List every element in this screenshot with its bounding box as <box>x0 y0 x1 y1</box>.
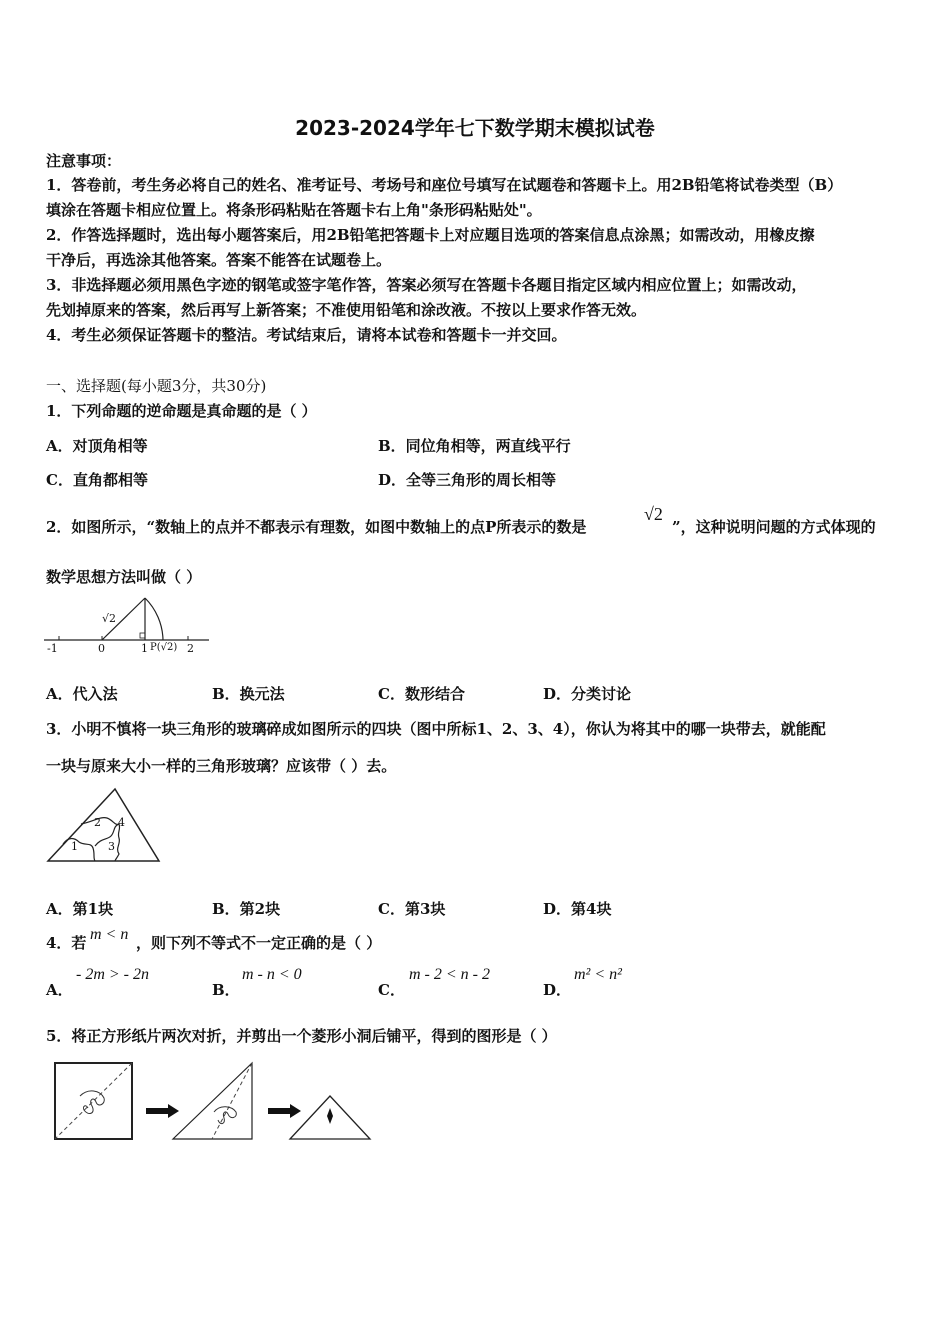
question-5-stem: 5．将正方形纸片两次对折，并剪出一个菱形小洞后铺平，得到的图形是（ ） <box>46 1027 557 1045</box>
notice-line: 干净后，再选涂其他答案。答案不能答在试题卷上。 <box>46 251 392 269</box>
q3-option-c: C．第3块 <box>378 900 446 918</box>
notice-line: 2．作答选择题时，选出每小题答案后，用2B铅笔把答题卡上对应题目选项的答案信息点涂黑；如需改动，用橡皮擦 <box>46 226 815 244</box>
q4-option-d-expr: m² < n² <box>574 966 622 983</box>
question-4-stem: 4．若 <box>46 934 87 952</box>
q4-option-c-label: C． <box>378 981 405 999</box>
piece-label-1: 1 <box>71 840 78 853</box>
label-two: 2 <box>187 642 194 655</box>
q2-option-b: B．换元法 <box>212 685 285 703</box>
question-4-stem-cont: ，则下列不等式不一定正确的是（ ） <box>136 934 382 952</box>
q4-option-a-label: A． <box>46 981 73 999</box>
notice-line: 3．非选择题必须用黑色字迹的钢笔或签字笔作答，答案必须写在答题卡各题目指定区域内相应位置上；如需改动， <box>46 276 807 294</box>
q1-option-c: C．直角都相等 <box>46 471 148 489</box>
q3-option-d: D．第4块 <box>543 900 612 918</box>
label-one: 1 <box>141 642 148 655</box>
q1-option-d: D．全等三角形的周长相等 <box>378 471 557 489</box>
q4-option-a-expr: - 2m > - 2n <box>76 966 150 983</box>
q4-option-d-label: D． <box>543 981 572 999</box>
piece-label-2: 2 <box>94 816 101 829</box>
notice-line: 4．考生必须保证答题卡的整洁。考试结束后，请将本试卷和答题卡一并交回。 <box>46 326 567 344</box>
q1-option-a: A．对顶角相等 <box>46 437 148 455</box>
piece-label-3: 3 <box>108 840 115 853</box>
question-2-stem-cont: ”，这种说明问题的方式体现的 <box>672 518 876 536</box>
section-heading: 一、选择题(每小题3分，共30分) <box>46 377 267 395</box>
label-sqrt2-hyp: √2 <box>102 612 117 625</box>
question-3-stem-cont: 一块与原来大小一样的三角形玻璃？应该带（ ）去。 <box>46 757 397 775</box>
broken-triangle-figure <box>45 786 163 866</box>
q3-option-b: B．第2块 <box>212 900 281 918</box>
page-title: 2023-2024学年七下数学期末模拟试卷 <box>295 116 655 140</box>
number-line-figure <box>44 592 214 662</box>
question-3-stem: 3．小明不慎将一块三角形的玻璃碎成如图所示的四块（图中所标1、2、3、4），你认为将其中的哪一块带去，就能配 <box>46 720 826 738</box>
sqrt-two: √2 <box>644 504 663 524</box>
notice-line: 先划掉原来的答案，然后再写上新答案；不准使用铅笔和涂改液。不按以上要求作答无效。 <box>46 301 647 319</box>
question-1-stem: 1．下列命题的逆命题是真命题的是（ ） <box>46 402 317 420</box>
label-point-p: P(√2) <box>150 642 178 653</box>
piece-label-4: 4 <box>118 816 125 829</box>
question-2-stem-end: 数学思想方法叫做（ ） <box>46 568 202 586</box>
question-2-stem: 2．如图所示，“数轴上的点并不都表示有理数，如图中数轴上的点P所表示的数是 <box>46 518 587 536</box>
q2-option-d: D．分类讨论 <box>543 685 632 703</box>
notice-line: 填涂在答题卡相应位置上。将条形码粘贴在答题卡右上角"条形码粘贴处"。 <box>46 201 542 219</box>
label-minus-one: -1 <box>47 642 58 655</box>
label-zero: 0 <box>98 642 105 655</box>
paper-fold-figure <box>52 1060 377 1144</box>
q4-option-b-label: B． <box>212 981 240 999</box>
q1-option-b: B．同位角相等，两直线平行 <box>378 437 571 455</box>
q4-option-c-expr: m - 2 < n - 2 <box>409 966 491 983</box>
q2-option-a: A．代入法 <box>46 685 118 703</box>
q4-condition: m < n <box>90 926 129 943</box>
q2-option-c: C．数形结合 <box>378 685 465 703</box>
q4-option-b-expr: m - n < 0 <box>242 966 302 983</box>
q3-option-a: A．第1块 <box>46 900 114 918</box>
notice-line: 1．答卷前，考生务必将自己的姓名、准考证号、考场号和座位号填写在试题卷和答题卡上。用2B铅笔将试卷类型（B） <box>46 176 843 194</box>
notice-heading: 注意事项： <box>46 152 122 170</box>
